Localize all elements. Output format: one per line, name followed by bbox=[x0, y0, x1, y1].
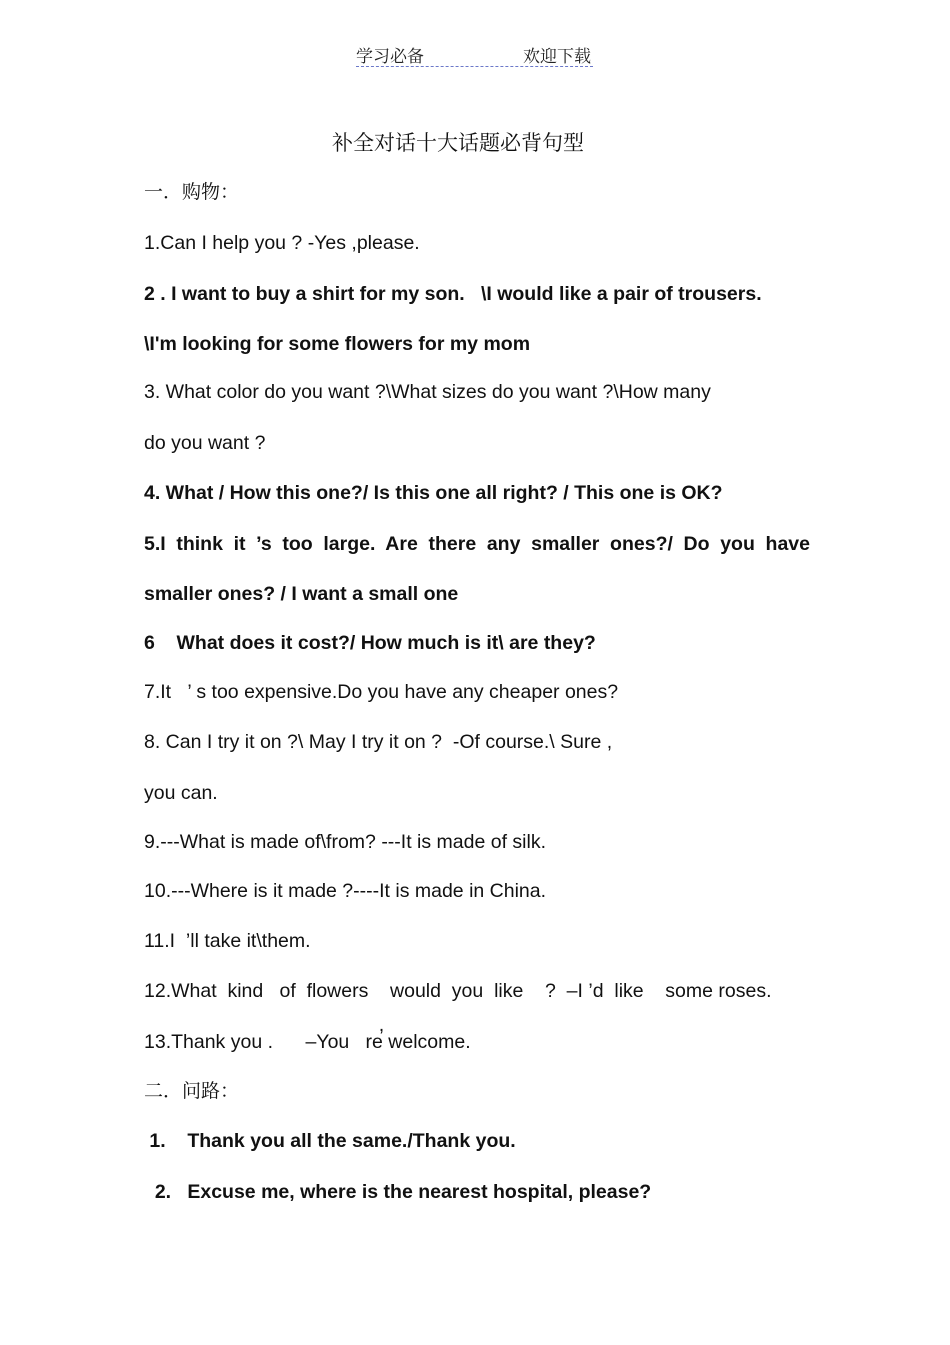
dialogue-line: 1.Can I help you ? -Yes ,please. bbox=[144, 232, 420, 254]
dialogue-line: 11.I ’ll take it\them. bbox=[144, 930, 311, 952]
dialogue-line: 13.Thank you . –You re̕ welcome. bbox=[144, 1031, 471, 1053]
dialogue-line: 2 . I want to buy a shirt for my son. \I would like a pair of trousers. bbox=[144, 283, 762, 305]
dialogue-line: you can. bbox=[144, 782, 218, 804]
dialogue-line: 8. Can I try it on ?\ May I try it on ? -Of course.\ Sure , bbox=[144, 731, 613, 753]
header-left-text: 学习必备 bbox=[356, 47, 424, 67]
dialogue-line: 1. Thank you all the same./Thank you. bbox=[144, 1130, 516, 1152]
section-heading-shopping: 一．购物： bbox=[144, 181, 240, 203]
dialogue-line: 2. Excuse me, where is the nearest hospital, please? bbox=[144, 1181, 652, 1203]
dialogue-line: 12.What kind of flowers would you like ? –I ’d like some roses. bbox=[144, 980, 772, 1002]
dialogue-line: 3. What color do you want ?\What sizes do you want ?\How many bbox=[144, 381, 711, 403]
dialogue-line: smaller ones? / I want a small one bbox=[144, 583, 459, 605]
dialogue-line: 9.---What is made of\from? ---It is made of silk. bbox=[144, 831, 547, 853]
dialogue-line: 10.---Where is it made ?----It is made in China. bbox=[144, 880, 547, 902]
dialogue-line: 6 What does it cost?/ How much is it\ are they? bbox=[144, 632, 596, 654]
section-heading-directions: 二．问路： bbox=[144, 1080, 240, 1102]
page-header bbox=[356, 40, 593, 67]
header-right-text: 欢迎下载 bbox=[523, 47, 591, 67]
dialogue-line: 7.It ’ s too expensive.Do you have any cheaper ones? bbox=[144, 681, 619, 703]
dialogue-line: \I'm looking for some flowers for my mom bbox=[144, 333, 531, 355]
dialogue-line: 5.I think it ’s too large. Are there any smaller ones?/ Do you have bbox=[144, 533, 810, 555]
dialogue-line: do you want ? bbox=[144, 432, 266, 454]
dialogue-line: 4. What / How this one?/ Is this one all right? / This one is OK? bbox=[144, 482, 723, 504]
document-title: 补全对话十大话题必背句型 bbox=[332, 131, 584, 155]
